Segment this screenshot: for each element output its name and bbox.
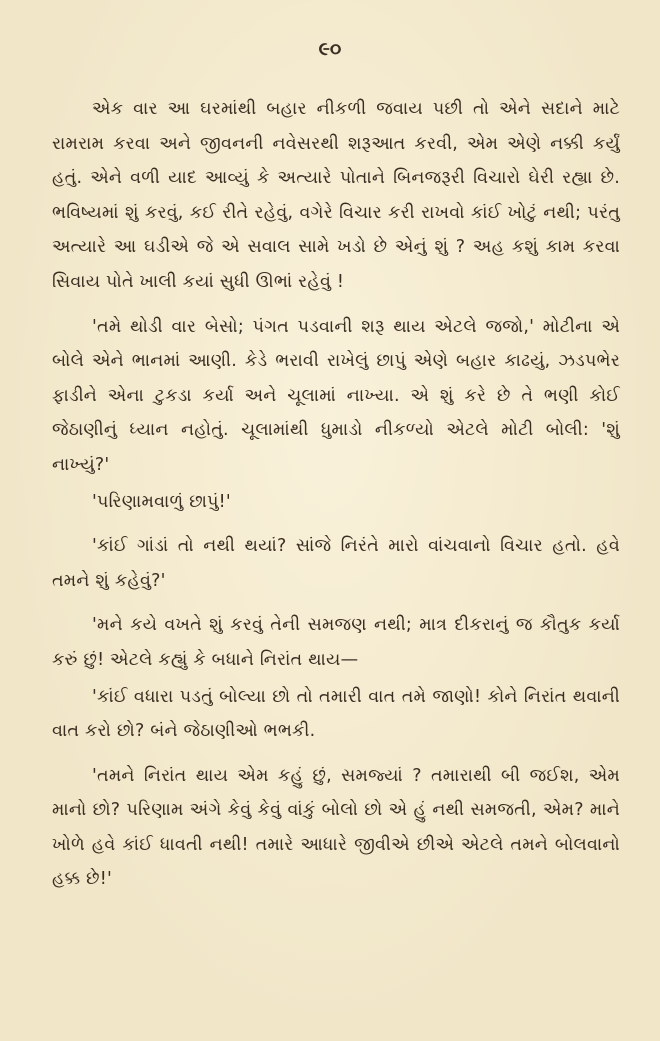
body-text xyxy=(52,92,620,897)
paragraph: 'કાંઈ ગાંડાં તો નથી થયાં? સાંજે નિરંતે મારો વાંચવાનો વિચાર હતો. હવે તમને શું કહેવું?' xyxy=(52,536,620,591)
paragraph: 'મને કયે વખતે શું કરવું તેની સમજણ નથી; માત્ર દીકરાનું જ કૌતુક કર્યા કરું છું! એટલે કહ્યું કે બધાને નિરાંત થાય— xyxy=(52,615,620,670)
paragraph: 'તમે થોડી વાર બેસો; પંગત પડવાની શરૂ થાય એટલે જજો,' મોટીના એ બોલે એને ભાનમાં આણી. કેડે ભરાવી રાખેલું છાપું એણે બહાર કાઢયું, ઝડપભેર ફાડીને એના ટુકડા કર્યા અને ચૂલામાં નાખ્યા. એ શું કરે છે તે ભણી કોઈ જેઠાણીનું ધ્યાન નહોતું. ચૂલામાંથી ધુમાડો નીકળ્યો એટલે મોટી બોલી: 'શું નાખ્યું?' xyxy=(52,316,620,475)
paragraph: 'પરિણામવાળું છાપું!' xyxy=(92,491,231,512)
paragraph: 'તમને નિરાંત થાય એમ કહું છું, સમજ્યાં ? તમારાથી બી જઈશ, એમ માનો છો? પરિણામ અંગે કેવું કેવું વાંકું બોલો છો એ હું નથી સમજતી, એમ? માને ખોળે હવે કાંઈ ધાવતી નથી! તમારે આધારે જીવીએ છીએ એટલે તમને બોલવાનો હક્ક છે!' xyxy=(52,765,620,890)
paragraph: 'કાંઈ વધારા પડતું બોલ્યા છો તો તમારી વાત તમે જાણો! કોને નિરાંત થવાની વાત કરો છો? બંને જેઠાણીઓ ભભકી. xyxy=(52,686,620,742)
page-number: ૯૦ xyxy=(318,38,342,60)
paragraph: એક વાર આ ઘરમાંથી બહાર નીકળી જવાય પછી તો એને સદાને માટે રામરામ કરવા અને જીવનની નવેસરથી શરૂઆત કરવી, એમ એણે નક્કી કર્યું હતું. એને વળી યાદ આવ્યું કે અત્યારે પોતાને બિનજરૂરી વિચારો ઘેરી રહ્યા છે. ભવિષ્યમાં શું કરવું, કઈ રીતે રહેવું, વગેરે વિચાર કરી રાખવો કાંઈ ખોટું નથી; પરંતુ અત્યારે આ ઘડીએ જે એ સવાલ સામે ખડો છે એનું શું ? અહ કશું કામ કરવા સિવાય પોતે ખાલી કયાં સુધી ઊભાં રહેવું ! xyxy=(52,99,620,292)
